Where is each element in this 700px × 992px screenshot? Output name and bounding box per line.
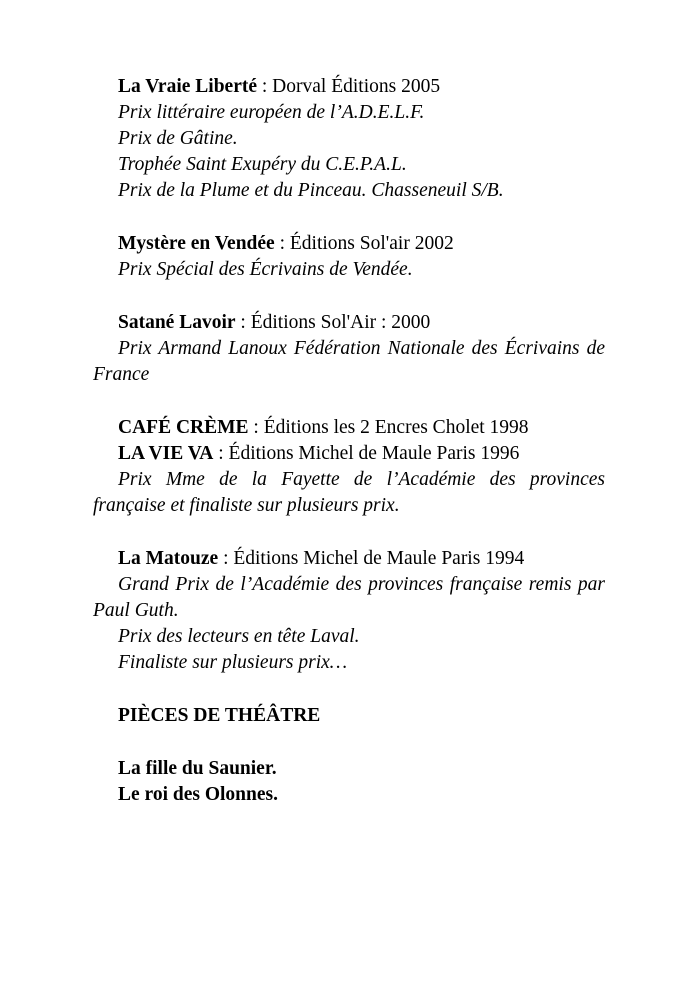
play-title: Le roi des Olonnes. xyxy=(118,784,278,805)
award-line: Finaliste sur plusieurs prix… xyxy=(118,652,348,673)
work-title: Satané Lavoir xyxy=(118,312,236,333)
work-title: LA VIE VA xyxy=(118,443,214,464)
award-line: Prix de la Plume et du Pinceau. Chasseneuil S/B. xyxy=(118,180,504,201)
award-paragraph: Prix Armand Lanoux Fédération Nationale des Écrivains de France xyxy=(93,338,605,385)
spacer xyxy=(93,204,605,231)
work-title: Mystère en Vendée xyxy=(118,233,275,254)
spacer xyxy=(93,388,605,415)
spacer xyxy=(93,676,605,703)
play-title: La fille du Saunier. xyxy=(118,758,277,779)
award-line: Prix de Gâtine. xyxy=(118,128,238,149)
work-entry xyxy=(93,441,605,467)
bibliography xyxy=(93,74,605,808)
work-publisher: : Éditions Sol'air 2002 xyxy=(274,233,454,254)
work-entry xyxy=(93,74,605,100)
award-paragraph: Grand Prix de l’Académie des provinces française remis par Paul Guth. xyxy=(93,574,605,621)
award-paragraph: Prix Mme de la Fayette de l’Académie des provinces française et finaliste sur plusieurs prix. xyxy=(93,469,605,516)
work-publisher: : Éditions Sol'Air : 2000 xyxy=(235,312,431,333)
work-publisher: : Dorval Éditions 2005 xyxy=(257,76,441,97)
work-publisher: : Éditions les 2 Encres Cholet 1998 xyxy=(248,417,529,438)
award-line: Prix littéraire européen de l’A.D.E.L.F. xyxy=(118,102,425,123)
work-entry xyxy=(93,310,605,336)
section-heading: PIÈCES DE THÉÂTRE xyxy=(118,705,321,726)
work-publisher: : Éditions Michel de Maule Paris 1996 xyxy=(213,443,520,464)
work-entry xyxy=(93,546,605,572)
work-entry xyxy=(93,415,605,441)
spacer xyxy=(93,729,605,756)
spacer xyxy=(93,519,605,546)
work-title: CAFÉ CRÈME xyxy=(118,417,249,438)
spacer xyxy=(93,283,605,310)
award-line: Prix Spécial des Écrivains de Vendée. xyxy=(118,259,413,280)
award-line: Prix des lecteurs en tête Laval. xyxy=(118,626,360,647)
work-entry xyxy=(93,231,605,257)
work-title: La Matouze xyxy=(118,548,219,569)
award-line: Trophée Saint Exupéry du C.E.P.A.L. xyxy=(118,154,407,175)
work-title: La Vraie Liberté xyxy=(118,76,257,97)
work-publisher: : Éditions Michel de Maule Paris 1994 xyxy=(218,548,525,569)
